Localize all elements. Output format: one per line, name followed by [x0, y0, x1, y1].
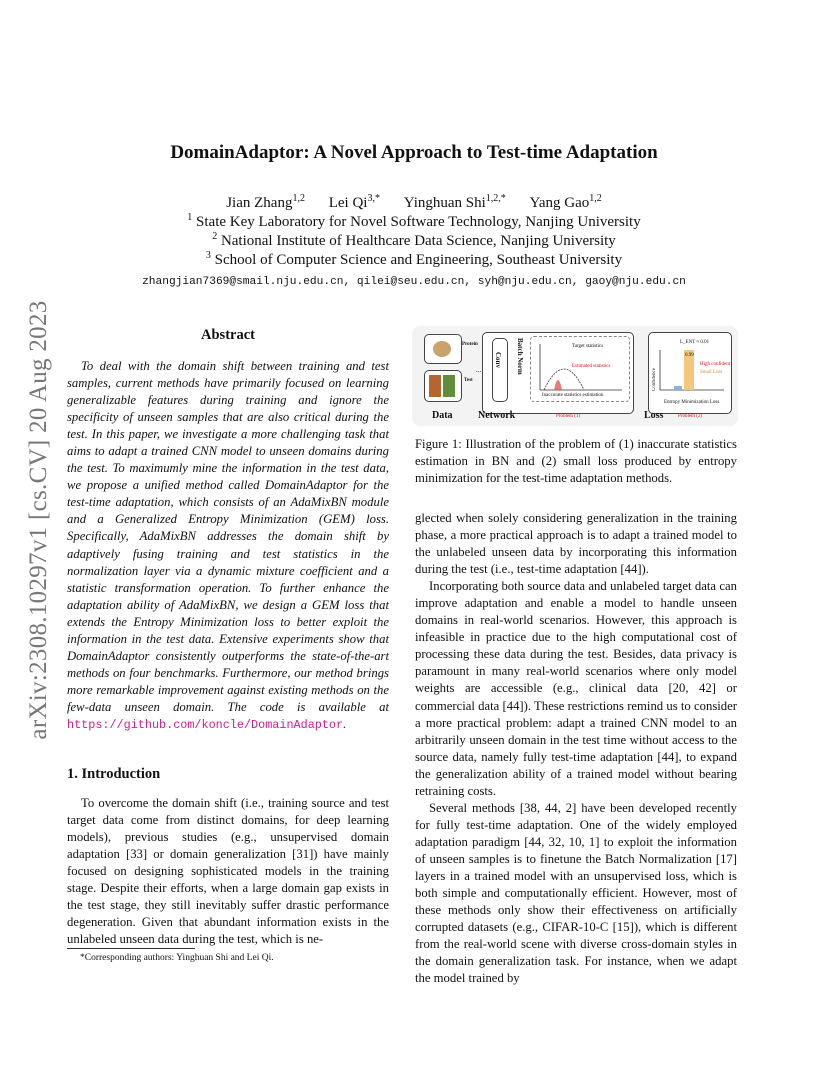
figure-caption: Figure 1: Illustration of the problem of (1) inaccurate statistics estimation in BN and (2) small loss produced by entropy minimization for the test-time adaptation methods.: [415, 437, 737, 486]
arxiv-id: arXiv:2308.10297v1 [cs.CV] 20 Aug 2023: [25, 300, 52, 740]
footnote: *Corresponding authors: Yinghuan Shi and Lei Qi.: [80, 953, 274, 963]
author: Lei $Qi^{3,*}$: [328, 193, 380, 211]
paper-title: DomainAdaptor: A Novel Approach to Test-time Adaptation: [170, 142, 658, 163]
paragraph: glected when solely considering generalization in the training phase, a more practical approach is to adapt a trained model to the unlabeled unseen data by incorporating this information during the test (i.e., test-time adaptation [44]).: [415, 511, 737, 577]
section-heading: 1. Introduction: [67, 766, 161, 782]
protein-image: [424, 334, 462, 364]
footnote-rule: [67, 948, 195, 949]
figure-1: Protein Test Conv ... Batch Norm Target statistics Estimated statistics Inaccurate statistics estimation L_ENT ≈ 0.01 0.99 High confident Small Loss Confidence Entropy Minimization Loss Data Network Problem (1) Loss Problem (2): [412, 326, 738, 426]
author: Yinghuan Shi$^{1,2,*}$: [403, 193, 506, 211]
paragraph: Incorporating both source data and unlabeled target data can improve adaptation and enable a model to handle unseen domains in real-world scenarios. However, this approach is infeasible in practice due to the high computational cost of processing these data during the test. Besides, data privacy is paramount in many real-world scenarios where only model weights are accessible (e.g., clinical data [20, 42] or commercial data [44]). These restrictions remind us to consider a more practical problem: adapt a trained CNN model to an arbitrarily unseen domain in the test time without access to the source data, namely fully test-time adaptation [44], to expand the generalization ability of a trained model without bearing retraining costs.: [415, 579, 737, 798]
arxiv-sidebar: [17, 280, 61, 760]
right-column: [415, 510, 737, 987]
code-link[interactable]: https://github.com/koncle/DomainAdaptor: [67, 717, 344, 732]
author-list: [0, 195, 828, 212]
affiliation: $^3$ School of Computer Science and Engineering, Southeast University: [205, 250, 623, 268]
author-emails: zhangjian7369@smail.nju.edu.cn, qilei@seu.edu.cn, syh@nju.edu.cn, gaoy@nju.edu.cn: [142, 276, 686, 288]
author: Jian Zhang$^{1,2}$: [226, 193, 305, 211]
test-image: [424, 370, 462, 402]
affiliation: $^1$ State Key Laboratory for Novel Software Technology, Nanjing University: [187, 212, 641, 230]
affiliation: $^2$ National Institute of Healthcare Data Science, Nanjing University: [212, 231, 616, 249]
abstract-heading: Abstract: [201, 327, 255, 343]
paragraph: Several methods [38, 44, 2] have been developed recently for fully test-time adaptation. One of the widely employed adaptation paradigm [44, 32, 10, 1] to exploit the information of unseen samples is to finetune the Batch Normalization [17] layers in a trained model with an unsupervised loss, which is both simple and computationally efficient. However, most of these methods only show their effectiveness on artificially corrupted datasets (e.g., CIFAR-10-C [15]), which is different from the real-world scene with diverse cross-domain styles in the domain generalization task. For instance, when we adapt the model trained by: [415, 800, 737, 986]
intro-paragraph: To overcome the domain shift (i.e., training source and test target data come from distinct domains, for deep learning models), previous studies (e.g., unsupervised domain adaptation [33] or domain generalization [31]) have mainly focused on designing sophisticated models in the training stage. Despite their efforts, when a large domain gap exists in the test stage, they still inevitably suffer drastic performance degeneration. Given that abundant information exists in the unlabeled unseen data during the test, which is ne-: [67, 796, 389, 947]
conv-block: [492, 338, 508, 402]
author: Yang Gao$^{1,2}$: [529, 193, 602, 211]
abstract-body: To deal with the domain shift between training and test samples, current methods have primarily focused on learning generalizable features during training and ignore the specificity of unseen samples that are also critical during the test. In this paper, we investigate a more challenging task that aims to adapt a trained CNN model to unseen domains during the test. To maximumly mine the information in the test data, we propose a unified method called DomainAdaptor for the test-time adaptation, which consists of an AdaMixBN module and a Generalized Entropy Minimization (GEM) loss. Specifically, AdaMixBN addresses the domain shift by adaptively fusing training and test statistics in the normalization layer via a dynamic mixture coefficient and a statistic transformation operation. To further enhance the adaptation ability of AdaMixBN, we design a GEM loss that extends the Entropy Minimization loss to better exploit the information in the test data. Extensive experiments show that DomainAdaptor consistently outperforms the state-of-the-art methods on four benchmarks. Furthermore, our method brings more remarkable improvement against existing methods on the few-data unseen domain. The code is available at https://github.com/koncle/DomainAdaptor.: [67, 359, 389, 732]
